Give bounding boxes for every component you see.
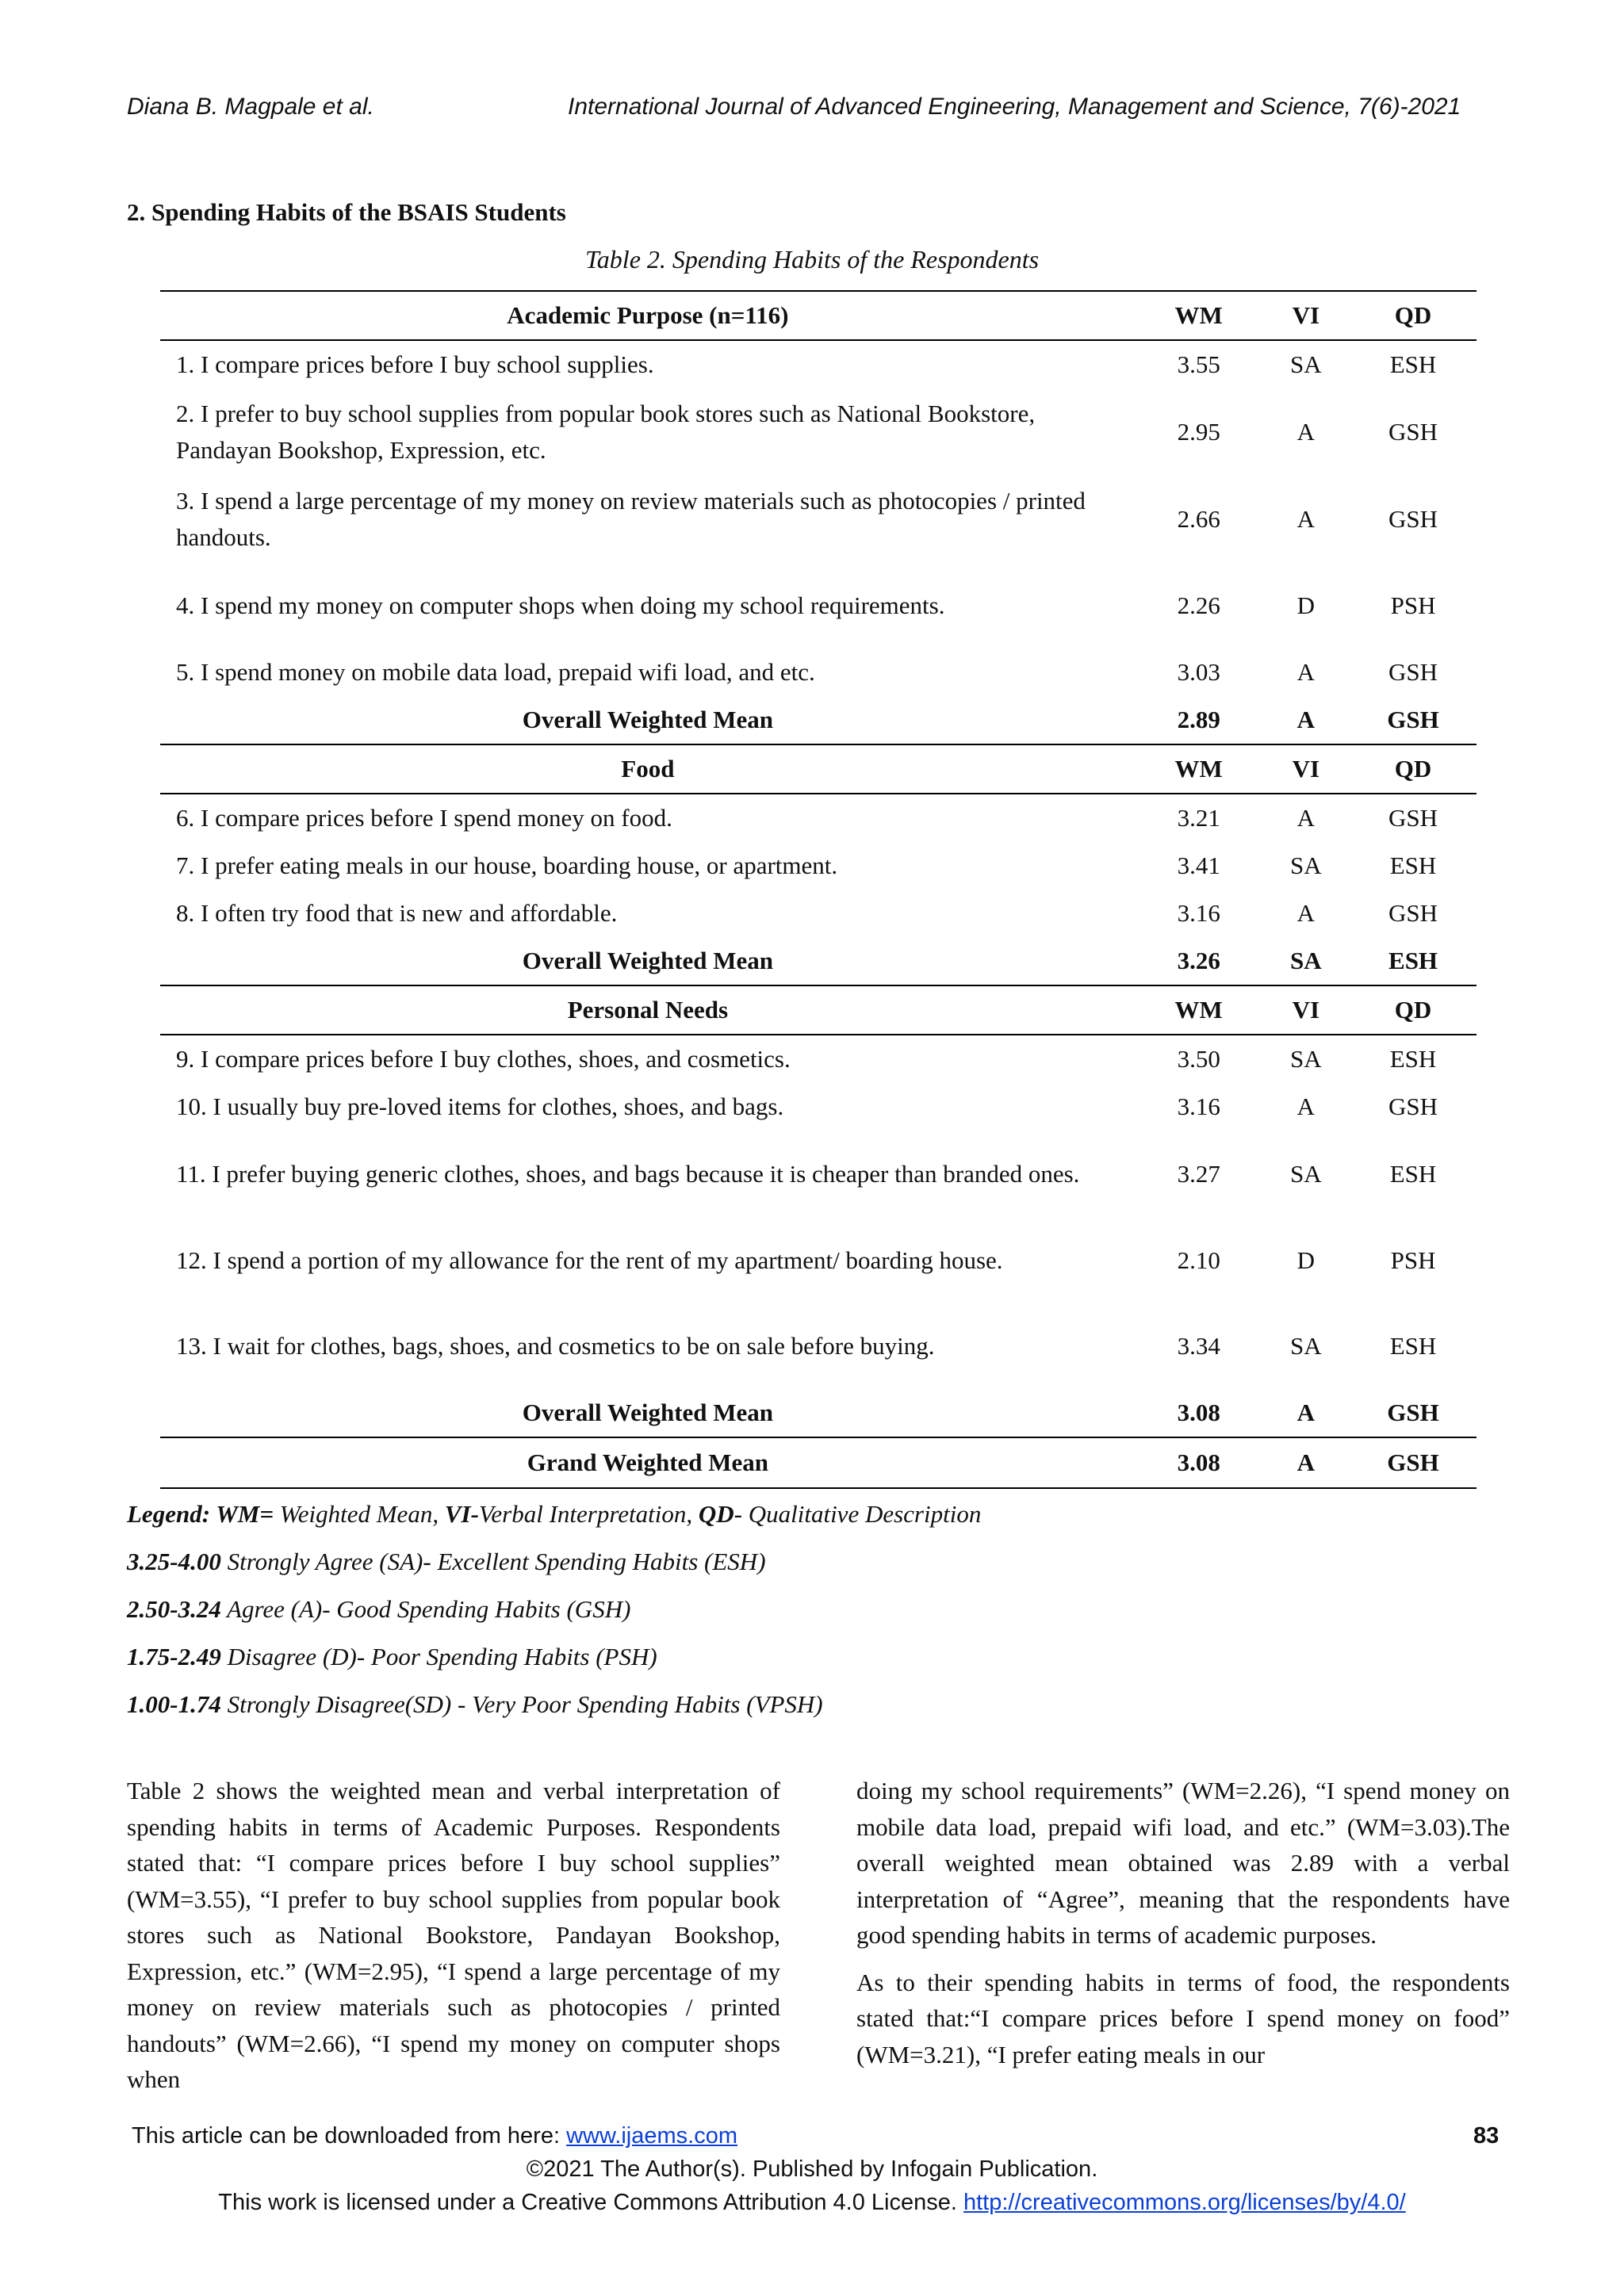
table-row	[160, 340, 1477, 388]
vi-cell: SA	[1290, 1160, 1322, 1188]
wm-cell: 3.41	[1177, 851, 1220, 879]
qd-cell: GSH	[1388, 1093, 1438, 1120]
statement-cell: 12. I spend a portion of my allowance for the rent of my apartment/ boarding house.	[176, 1246, 1003, 1274]
wm-cell: 2.10	[1177, 1246, 1220, 1274]
column-header-vi: VI	[1262, 291, 1350, 340]
wm-cell: 2.26	[1177, 591, 1220, 619]
overall-weighted-mean-row	[160, 696, 1477, 744]
wm-cell: 3.16	[1177, 1093, 1220, 1120]
footer-download-text: This article can be downloaded from here:	[132, 2123, 567, 2149]
column-header-qd: QD	[1350, 985, 1477, 1035]
grand-weighted-mean-row	[160, 1437, 1477, 1488]
wm-cell: 2.95	[1177, 418, 1220, 446]
section-title-cell: Academic Purpose (n=116)	[160, 291, 1136, 340]
qd-cell: GSH	[1388, 418, 1438, 446]
qd-cell: ESH	[1389, 1045, 1437, 1073]
table-row	[160, 1083, 1477, 1131]
overall-label-cell: Overall Weighted Mean	[522, 947, 774, 974]
vi-cell: A	[1297, 899, 1316, 927]
vi-cell: A	[1297, 658, 1316, 686]
table-row	[160, 563, 1477, 649]
vi-cell: A	[1297, 418, 1316, 446]
vi-cell: SA	[1290, 851, 1322, 879]
qd-cell: ESH	[1389, 1332, 1437, 1360]
table-row	[160, 794, 1477, 842]
spending-habits-table	[160, 290, 1477, 1489]
overall-weighted-mean-row	[160, 937, 1477, 985]
statement-cell: 8. I often try food that is new and affordable.	[176, 899, 618, 927]
qd-cell: GSH	[1388, 658, 1438, 686]
wm-cell: 3.26	[1177, 947, 1220, 974]
section-title: 2. Spending Habits of the BSAIS Students	[127, 198, 566, 226]
section-header-row	[160, 291, 1477, 340]
wm-cell: 3.21	[1177, 804, 1220, 832]
statement-cell: 1. I compare prices before I buy school supplies.	[176, 350, 654, 378]
legend-line-gsh: 2.50-3.24 Agree (A)- Good Spending Habits (GSH)	[127, 1595, 631, 1623]
column-header-wm: WM	[1136, 744, 1262, 794]
section-header-row	[160, 744, 1477, 794]
wm-cell: 2.89	[1177, 706, 1220, 733]
legend-line-psh: 1.75-2.49 Disagree (D)- Poor Spending Habits (PSH)	[127, 1643, 657, 1670]
wm-cell: 2.66	[1177, 505, 1220, 533]
vi-cell: A	[1297, 505, 1316, 533]
vi-cell: D	[1297, 591, 1316, 619]
column-header-qd: QD	[1350, 291, 1477, 340]
qd-cell: GSH	[1387, 706, 1439, 733]
section-header-row	[160, 985, 1477, 1035]
vi-cell: SA	[1290, 1045, 1322, 1073]
vi-cell: A	[1262, 1437, 1350, 1488]
qd-cell: ESH	[1388, 947, 1438, 974]
qd-cell: ESH	[1389, 350, 1437, 378]
table-row	[160, 1035, 1477, 1083]
table-row	[160, 842, 1477, 890]
statement-cell: 5. I spend money on mobile data load, prepaid wifi load, and etc.	[176, 658, 815, 686]
body-column-right	[856, 1773, 1510, 2072]
table-row	[160, 890, 1477, 937]
table-caption: Table 2. Spending Habits of the Respondents	[584, 245, 1040, 274]
table-row	[160, 1303, 1477, 1389]
vi-cell: A	[1297, 804, 1316, 832]
statement-cell: 11. I prefer buying generic clothes, shoes, and bags because it is cheaper than branded ones.	[176, 1160, 1080, 1188]
vi-cell: A	[1297, 706, 1316, 733]
vi-cell: A	[1297, 1093, 1316, 1120]
table-row	[160, 1218, 1477, 1303]
table-row	[160, 1131, 1477, 1218]
table-row	[160, 476, 1477, 563]
qd-cell: ESH	[1389, 1160, 1437, 1188]
column-header-wm: WM	[1136, 291, 1262, 340]
footer-copyright: ©2021 The Author(s). Published by Infogain Publication.	[526, 2156, 1098, 2182]
qd-cell: GSH	[1350, 1437, 1477, 1488]
legend-line-vpsh: 1.00-1.74 Strongly Disagree(SD) - Very Poor Spending Habits (VPSH)	[127, 1690, 823, 1718]
running-header	[127, 94, 1507, 125]
legend-line-abbreviations: Legend: WM= Weighted Mean, VI-Verbal Interpretation, QD- Qualitative Description	[127, 1500, 982, 1528]
body-column-left	[127, 1773, 780, 2098]
qd-cell: ESH	[1389, 851, 1437, 879]
journal-website-link[interactable]: www.ijaems.com	[566, 2123, 738, 2149]
vi-cell: SA	[1290, 350, 1322, 378]
wm-cell: 3.27	[1177, 1160, 1220, 1188]
statement-cell: 9. I compare prices before I buy clothes, shoes, and cosmetics.	[176, 1045, 791, 1073]
body-paragraph: As to their spending habits in terms of food, the respondents stated that:“I compare prices before I spend money on food” (WM=3.21), “I prefer eating meals in our	[856, 1968, 1510, 2068]
column-header-vi: VI	[1262, 744, 1350, 794]
license-link[interactable]: http://creativecommons.org/licenses/by/4.0/	[963, 2190, 1406, 2215]
column-header-vi: VI	[1262, 985, 1350, 1035]
table-legend	[127, 1490, 981, 1728]
qd-cell: GSH	[1388, 804, 1438, 832]
vi-cell: SA	[1290, 1332, 1322, 1360]
statement-cell: 7. I prefer eating meals in our house, boarding house, or apartment.	[176, 851, 838, 879]
wm-cell: 3.16	[1177, 899, 1220, 927]
section-title-cell: Personal Needs	[160, 985, 1136, 1035]
footer-license-text: This work is licensed under a Creative Commons Attribution 4.0 License.	[218, 2190, 963, 2215]
header-author: Diana B. Magpale et al.	[127, 94, 374, 120]
vi-cell: A	[1297, 1399, 1316, 1426]
header-journal: International Journal of Advanced Engineering, Management and Science, 7(6)-2021	[568, 94, 1461, 120]
statement-cell: 2. I prefer to buy school supplies from popular book stores such as National Bookstore, Pandayan Bookshop, Expression, etc.	[176, 400, 1036, 464]
statement-cell: 13. I wait for clothes, bags, shoes, and cosmetics to be on sale before buying.	[176, 1332, 935, 1360]
statement-cell: 10. I usually buy pre-loved items for clothes, shoes, and bags.	[176, 1093, 784, 1120]
wm-cell: 3.34	[1177, 1332, 1220, 1360]
column-header-qd: QD	[1350, 744, 1477, 794]
statement-cell: 3. I spend a large percentage of my money on review materials such as photocopies / printed handouts.	[176, 487, 1086, 551]
overall-label-cell: Overall Weighted Mean	[522, 706, 774, 733]
qd-cell: GSH	[1388, 505, 1438, 533]
wm-cell: 3.08	[1177, 1399, 1220, 1426]
overall-label-cell: Overall Weighted Mean	[522, 1399, 774, 1426]
vi-cell: SA	[1290, 947, 1322, 974]
wm-cell: 3.03	[1177, 658, 1220, 686]
table-row	[160, 388, 1477, 476]
column-header-wm: WM	[1136, 985, 1262, 1035]
qd-cell: PSH	[1390, 1246, 1436, 1274]
body-paragraph: doing my school requirements” (WM=2.26), “I spend money on mobile data load, prepaid wifi load, and etc.” (WM=3.03).The overall weighted mean obtained was 2.89 with a verbal interpretation of “Agree”, meaning that the respondents have good spending habits in terms of academic purposes.	[856, 1777, 1510, 1949]
footer-license-line	[0, 2190, 1624, 2216]
vi-cell: D	[1297, 1246, 1316, 1274]
grand-label-cell: Grand Weighted Mean	[160, 1437, 1136, 1488]
legend-line-esh: 3.25-4.00 Strongly Agree (SA)- Excellent Spending Habits (ESH)	[127, 1548, 766, 1575]
overall-weighted-mean-row	[160, 1389, 1477, 1437]
statement-cell: 6. I compare prices before I spend money on food.	[176, 804, 672, 832]
page-number: 83	[1473, 2123, 1500, 2149]
qd-cell: GSH	[1388, 899, 1438, 927]
wm-cell: 3.55	[1177, 350, 1220, 378]
statement-cell: 4. I spend my money on computer shops when doing my school requirements.	[176, 591, 945, 619]
qd-cell: GSH	[1387, 1399, 1439, 1426]
wm-cell: 3.08	[1136, 1437, 1262, 1488]
wm-cell: 3.50	[1177, 1045, 1220, 1073]
qd-cell: PSH	[1390, 591, 1436, 619]
body-paragraph: Table 2 shows the weighted mean and verbal interpretation of spending habits in terms of Academic Purposes. Respondents stated that: “I compare prices before I buy school supplies” (WM=3.55), “I prefer to buy school supplies from popular book stores such as National Bookstore, Pandayan Bookshop, Expression, etc.” (WM=2.95), “I spend a large percentage of my money on review materials such as photocopies / printed handouts” (WM=2.66), “I spend my money on computer shops when	[127, 1777, 780, 2093]
section-title-cell: Food	[160, 744, 1136, 794]
table-row	[160, 649, 1477, 696]
